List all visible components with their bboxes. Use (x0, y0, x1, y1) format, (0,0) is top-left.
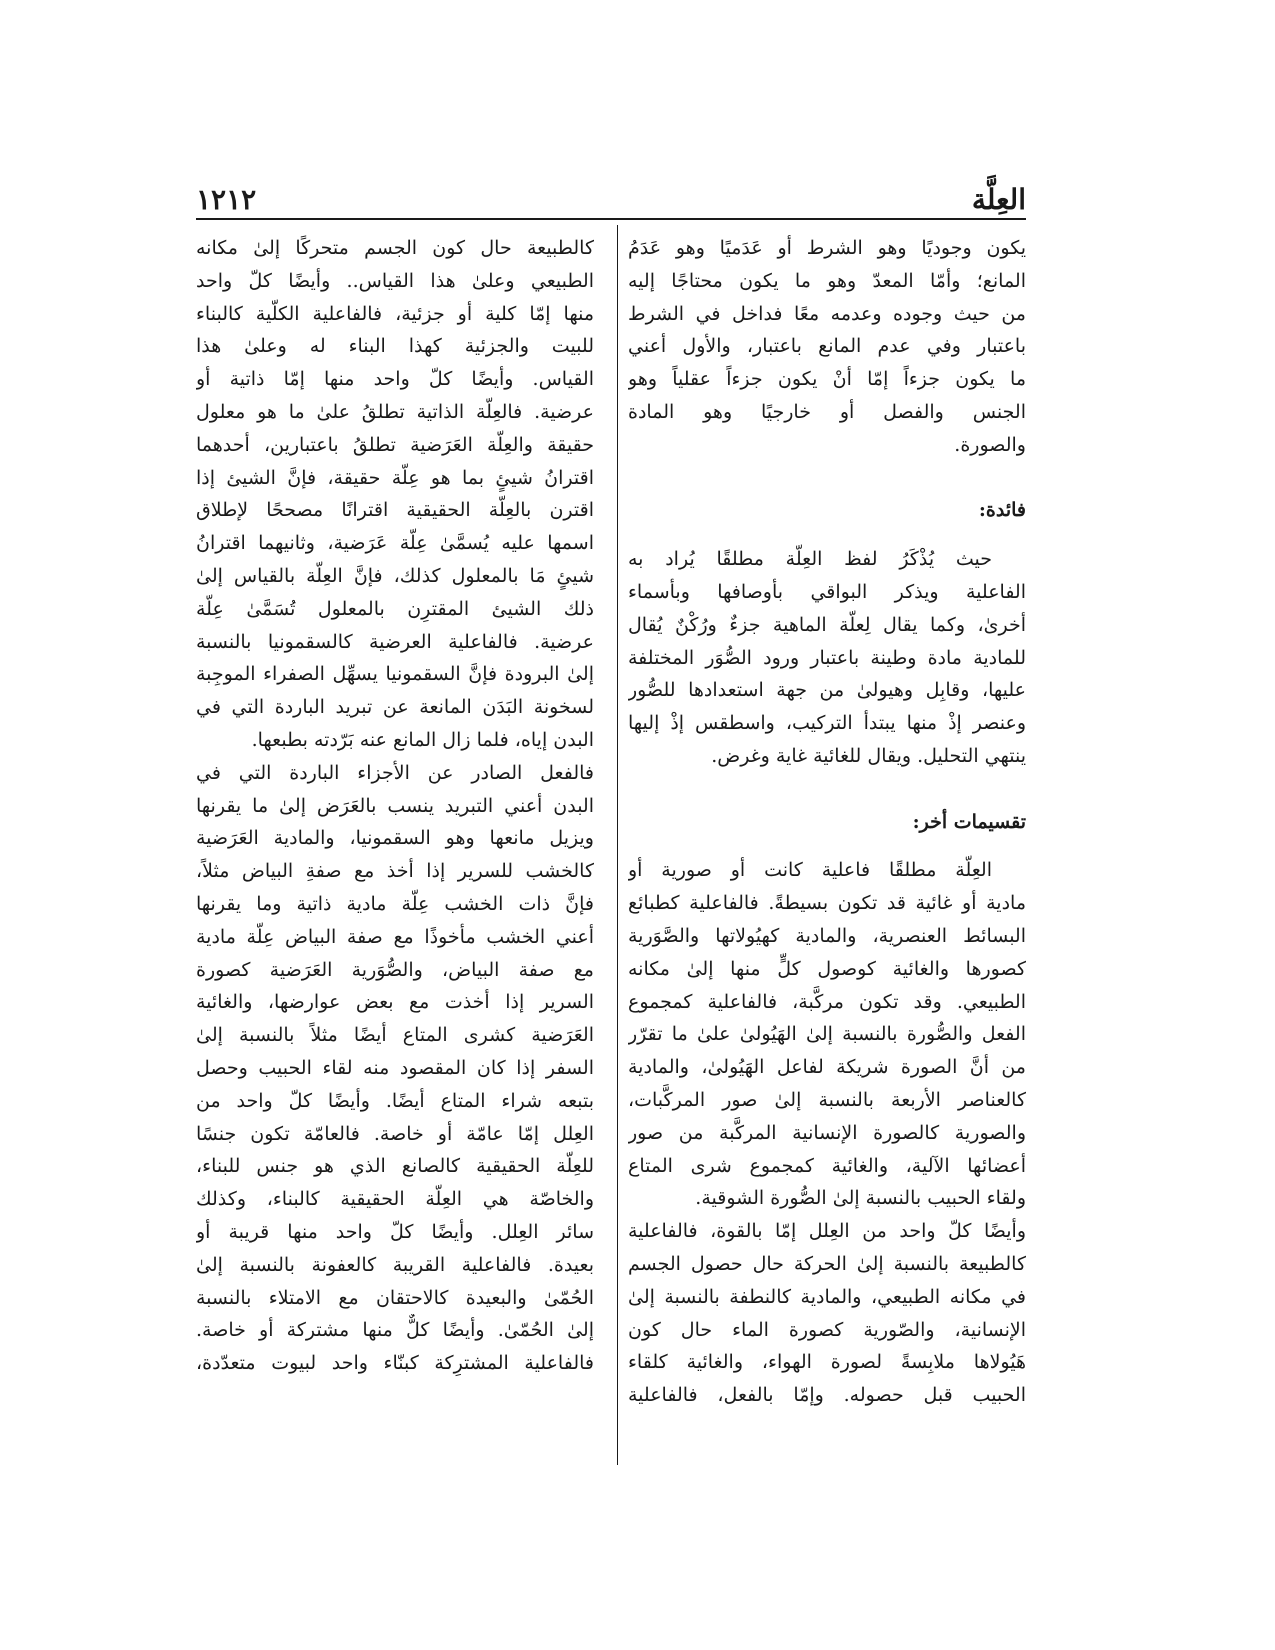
left-column (196, 232, 594, 1462)
text-line: باعتبار وفي عدم المانع باعتبار، والأول أعني (628, 335, 1026, 358)
text-line: الطبيعي. وقد تكون مركَّبة، فالفاعلية كمجموع (628, 990, 1026, 1013)
text-line: منها إمّا كلية أو جزئية، فالفاعلية الكلّية كالبناء (196, 302, 594, 325)
text-line: حقيقة والعِلّة العَرَضية تطلقُ باعتبارين، أحدهما (196, 433, 594, 456)
text-line: لسخونة البَدَن المانعة عن تبريد الباردة التي في (196, 696, 594, 719)
running-head-title: العِلَّة (971, 183, 1026, 216)
text-line: ولقاء الحبيب بالنسبة إلىٰ الصُّورة الشوقية. (695, 1187, 1026, 1210)
text-line: والصورة. (954, 433, 1026, 456)
text-line: البسائط العنصرية، والمادية كهيُولاتها والصَّوَرية (628, 924, 1026, 947)
header-rule (196, 218, 1026, 220)
paragraph-1 (628, 232, 1026, 462)
text-line: الطبيعي وعلىٰ هذا القياس.. وأيضًا كلّ واحد (196, 269, 594, 292)
text-line: مع صفة البياض، والصُّوَرية العَرَضية كصورة (196, 958, 594, 981)
text-line: الحبيب قبل حصوله. وإمّا بالفعل، فالفاعلية (628, 1384, 1026, 1407)
text-line: للعِلّة الحقيقية كالصانع الذي هو جنس للبناء، (196, 1155, 594, 1178)
text-line: فالفعل الصادر عن الأجزاء الباردة التي في (196, 761, 594, 784)
text-line: بعيدة. فالفاعلية القريبة كالعفونة بالنسبة إلىٰ (196, 1253, 594, 1276)
text-line: أعضائها الآلية، والغائية كمجموع شرى المتاع (628, 1154, 1026, 1177)
text-line: العِلل إمّا عامّة أو خاصة. فالعامّة تكون جنسًا (196, 1122, 594, 1145)
text-line: أخرىٰ، وكما يقال لِعلّة الماهية جزءٌ ورُكْنٌ يُقال (628, 613, 1026, 636)
text-line: شيئٍ مَا بالمعلول كذلك، فإنَّ العِلّة بالقياس إلىٰ (196, 564, 594, 587)
text-line: في مكانه الطبيعي، والمادية كالنطفة بالنسبة إلىٰ (628, 1285, 1026, 1308)
text-line: الحُمّىٰ والبعيدة كالاحتقان مع الامتلاء بالنسبة (196, 1286, 594, 1309)
running-head (196, 180, 1026, 220)
paragraph-continued (196, 232, 594, 1380)
text-line: أعني الخشب مأخوذًا مع صفة البياض عِلّة مادية (196, 925, 594, 948)
text-line: إلىٰ الحُمّىٰ. وأيضًا كلٌّ منها مشتركة أو خاصة. (196, 1319, 594, 1342)
text-line: عرضية. فالفاعلية العرضية كالسقمونيا بالنسبة (196, 630, 594, 653)
spacer (628, 773, 1026, 806)
text-line: كالطبيعة حال كون الجسم متحركًا إلىٰ مكانه (196, 237, 594, 259)
text-line: للبيت والجزئية كهذا البناء له وعلىٰ هذا (196, 335, 594, 358)
text-line: عليها، وقابِل وهيولىٰ من جهة استعدادها للصُّور (628, 679, 1026, 702)
text-line: العِلّة مطلقًا فاعلية كانت أو صورية أو (628, 859, 992, 882)
text-line: بتبعه شراء المتاع أيضًا. وأيضًا كلّ واحد من (196, 1089, 594, 1112)
text-line: الجنس والفصل أو خارجيًا وهو المادة (628, 400, 1026, 423)
text-line: المانع؛ وأمّا المعدّ وهو ما يكون محتاجًا إليه (628, 269, 1026, 292)
paragraph-2 (628, 543, 1026, 773)
text-line: اقترن بالعِلّة الحقيقية اقترانًا مصححًا لإطلاق (196, 499, 594, 522)
text-line: كالخشب للسرير إذا أخذ مع صفةِ البياض مثلاً، (196, 860, 594, 883)
text-line: والصورية كالصورة الإنسانية المركَّبة من صور (628, 1121, 1026, 1144)
right-column (628, 232, 1026, 1462)
paragraph-3 (628, 854, 1026, 1412)
spacer (628, 838, 1026, 854)
text-line: من حيث وجوده وعدمه معًا فداخل في الشرط (628, 302, 1026, 325)
text-line: اقترانُ شيئٍ بما هو عِلّة حقيقة، فإنَّ الشيئ إذا (196, 466, 594, 489)
text-line: العَرَضية كشرى المتاع أيضًا مثلاً بالنسبة إلىٰ (196, 1024, 594, 1047)
section-heading-other-divisions: تقسيمات أخر: (912, 810, 1026, 833)
text-line: ينتهي التحليل. ويقال للغائية غاية وغرض. (711, 744, 1026, 767)
page-number: ١٢١٢ (196, 183, 257, 216)
section-heading-faida: فائدة: (978, 499, 1026, 522)
text-line: وعنصر إذْ منها يبتدأ التركيب، واسطقس إذْ إليها (628, 712, 1026, 735)
text-line: حيث يُذْكَرُ لفظ العِلّة مطلقًا يُراد به (628, 548, 992, 571)
text-line: ذلك الشيئ المقترِن بالمعلول تُسَمَّىٰ عِلّة (196, 597, 594, 620)
text-line: اسمها عليه يُسمَّىٰ عِلّة عَرَضية، وثانيهما اقترانُ (196, 532, 594, 555)
text-line: فالفاعلية المشترِكة كبنّاء واحد لبيوت متعدّدة، (196, 1352, 594, 1375)
spacer (628, 527, 1026, 543)
column-divider (617, 225, 618, 1465)
text-line: عرضية. فالعِلّة الذاتية تطلقُ علىٰ ما هو معلول (196, 400, 594, 423)
text-line: كصورها والغائية كوصول كلٍّ منها إلىٰ مكانه (628, 957, 1026, 980)
text-line: السرير إذا أخذت مع بعض عوارضها، والغائية (196, 991, 594, 1014)
text-line: القياس. وأيضًا كلّ واحد منها إمّا ذاتية أو (196, 368, 594, 391)
text-line: إلىٰ البرودة فإنَّ السقمونيا يسهِّل الصفراء الموجِبة (196, 663, 594, 686)
text-line: ويزيل مانعها وهو السقمونيا، والمادية العَرَضية (196, 827, 594, 850)
text-line: للمادية مادة وطينة باعتبار ورود الصُّوَر المختلفة (628, 646, 1026, 669)
text-line: الفعل والصُّورة بالنسبة إلىٰ الهَيُولىٰ علىٰ ما تقرّر (628, 1023, 1026, 1046)
text-line: كالطبيعة بالنسبة إلىٰ الحركة حال حصول الجسم (628, 1252, 1026, 1275)
text-line: يكون وجوديًا وهو الشرط أو عَدَميًا وهو عَدَمُ (628, 237, 1026, 259)
text-line: ما يكون جزءاً إمّا أنْ يكون جزءاً عقلياً وهو (628, 368, 1026, 391)
text-line: فإنَّ ذات الخشب عِلّة مادية ذاتية وما يقرنها (196, 892, 594, 915)
text-line: والخاصّة هي العِلّة الحقيقية كالبناء، وكذلك (196, 1188, 594, 1211)
text-line: هَيُولاها ملابِسةً لصورة الهواء، والغائية كلقاء (628, 1351, 1026, 1374)
text-line: مادية أو غائية قد تكون بسيطةً. فالفاعلية كطبائع (628, 892, 1026, 915)
text-line: الفاعلية ويذكر البواقي بأوصافها وبأسماء (628, 580, 1026, 603)
text-line: البدن أعني التبريد ينسب بالعَرَض إلىٰ ما يقرنها (196, 794, 594, 817)
text-line: البدن إياه، فلما زال المانع عنه بَرّدته بطبعها. (251, 728, 594, 751)
spacer (628, 462, 1026, 495)
text-line: من أنَّ الصورة شريكة لفاعل الهَيُولىٰ، والمادية (628, 1056, 1026, 1079)
text-line: سائر العِلل. وأيضًا كلّ واحد منها قريبة أو (196, 1220, 594, 1243)
text-line: وأيضًا كلّ واحد من العِلل إمّا بالقوة، فالفاعلية (628, 1220, 1026, 1243)
text-line: كالعناصر الأربعة بالنسبة إلىٰ صور المركَّبات، (628, 1088, 1026, 1111)
text-line: السفر إذا كان المقصود منه لقاء الحبيب وحصل (196, 1056, 594, 1079)
text-line: الإنسانية، والصّورية كصورة الماء حال كون (628, 1318, 1026, 1341)
